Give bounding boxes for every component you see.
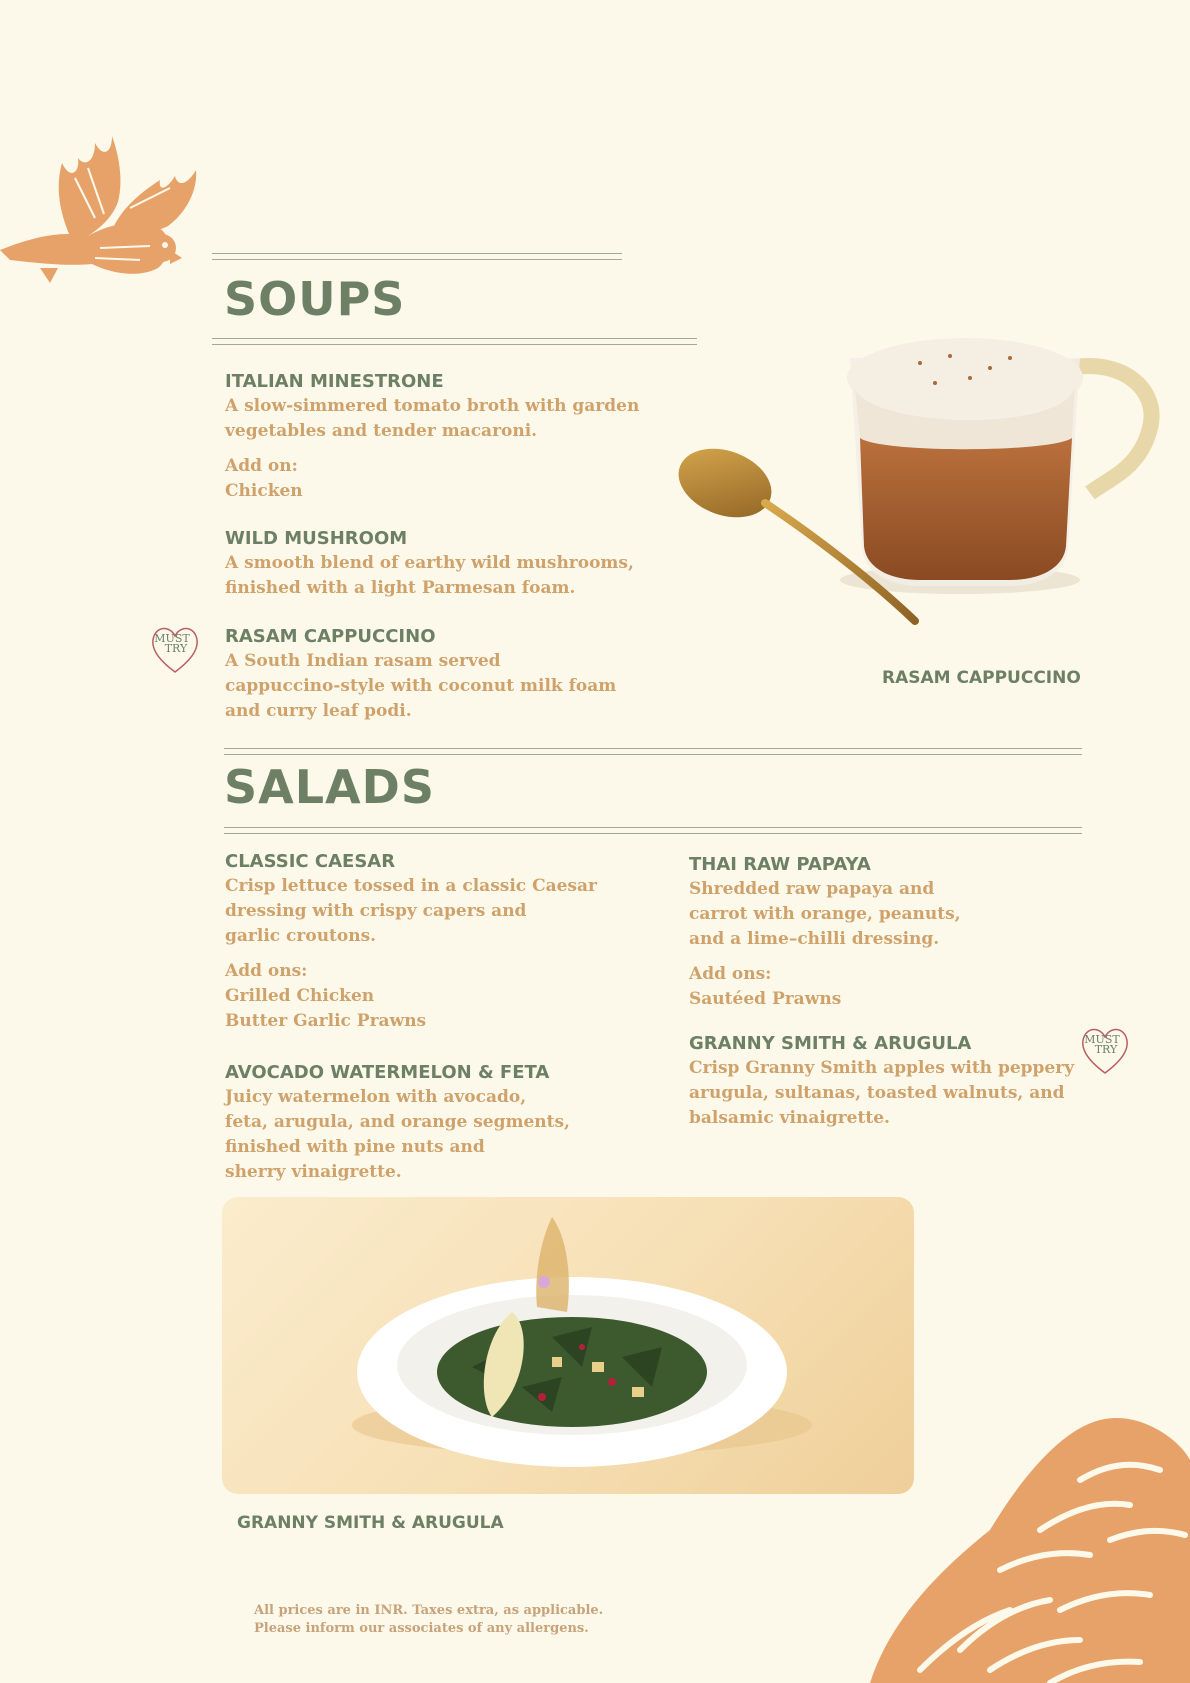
item-description-line: cappuccino-style with coconut milk foam xyxy=(225,676,617,696)
granny-smith-caption: GRANNY SMITH & ARUGULA xyxy=(237,1513,504,1533)
item-description-line: Crisp Granny Smith apples with peppery xyxy=(689,1058,1075,1078)
menu-item-avocado-watermelon-feta xyxy=(225,1061,665,1185)
salads-top-rule xyxy=(224,748,1082,755)
item-description-line: dressing with crispy capers and xyxy=(225,901,527,921)
item-description-line: Crisp lettuce tossed in a classic Caesar xyxy=(225,876,597,896)
footer-note xyxy=(254,1602,603,1638)
soups-title: SOUPS xyxy=(224,272,406,326)
item-description-line: carrot with orange, peanuts, xyxy=(689,904,961,924)
addon-item: Butter Garlic Prawns xyxy=(225,1011,427,1031)
bird-illustration xyxy=(0,118,210,298)
item-description-line: A slow-simmered tomato broth with garden xyxy=(225,396,640,416)
granny-smith-salad-photo xyxy=(222,1197,914,1494)
addon-item: Grilled Chicken xyxy=(225,986,375,1006)
menu-item-thai-raw-papaya xyxy=(689,853,1109,1012)
svg-text:MUST: MUST xyxy=(154,632,190,645)
svg-text:TRY: TRY xyxy=(164,642,188,655)
salads-title: SALADS xyxy=(224,760,435,814)
menu-item-classic-caesar xyxy=(225,850,665,1034)
item-description-line: finished with a light Parmesan foam. xyxy=(225,578,576,598)
item-name: THAI RAW PAPAYA xyxy=(689,854,871,875)
item-description-line: vegetables and tender macaroni. xyxy=(225,421,538,441)
must-try-badge xyxy=(146,622,204,676)
item-description-line: feta, arugula, and orange segments, xyxy=(225,1112,570,1132)
item-description-line: A smooth blend of earthy wild mushrooms, xyxy=(225,553,634,573)
item-description-line: and curry leaf podi. xyxy=(225,701,412,721)
soups-bottom-rule xyxy=(212,338,697,345)
item-description-line: finished with pine nuts and xyxy=(225,1137,485,1157)
menu-item-italian-minestrone xyxy=(225,370,665,504)
item-name: RASAM CAPPUCCINO xyxy=(225,626,436,647)
addon-label: Add ons: xyxy=(225,961,308,981)
must-try-badge xyxy=(1076,1023,1134,1077)
item-description-line: Juicy watermelon with avocado, xyxy=(225,1087,527,1107)
svg-text:TRY: TRY xyxy=(1094,1043,1118,1056)
item-description-line: balsamic vinaigrette. xyxy=(689,1108,890,1128)
item-description-line: arugula, sultanas, toasted walnuts, and xyxy=(689,1083,1065,1103)
item-description-line: sherry vinaigrette. xyxy=(225,1162,402,1182)
item-description-line: A South Indian rasam served xyxy=(225,651,501,671)
footer-line: Please inform our associates of any allergens. xyxy=(254,1621,589,1636)
menu-item-wild-mushroom xyxy=(225,527,665,601)
rasam-cappuccino-photo xyxy=(670,318,1160,673)
menu-item-rasam-cappuccino xyxy=(225,625,665,724)
addon-label: Add ons: xyxy=(689,964,772,984)
item-description-line: garlic croutons. xyxy=(225,926,377,946)
item-description-line: and a lime–chilli dressing. xyxy=(689,929,940,949)
item-name: CLASSIC CAESAR xyxy=(225,851,396,872)
item-name: WILD MUSHROOM xyxy=(225,528,408,549)
item-name: AVOCADO WATERMELON & FETA xyxy=(225,1062,550,1083)
footer-line: All prices are in INR. Taxes extra, as applicable. xyxy=(254,1603,604,1618)
soups-top-rule xyxy=(212,253,622,260)
item-name: ITALIAN MINESTRONE xyxy=(225,371,444,392)
addon-label: Add on: xyxy=(225,456,298,476)
item-description-line: Shredded raw papaya and xyxy=(689,879,935,899)
rasam-cappuccino-caption: RASAM CAPPUCCINO xyxy=(882,668,1081,688)
addon-item: Sautéed Prawns xyxy=(689,989,842,1009)
svg-text:MUST: MUST xyxy=(1084,1033,1120,1046)
salads-bottom-rule xyxy=(224,827,1082,834)
menu-item-granny-smith-arugula xyxy=(689,1032,1109,1131)
item-name: GRANNY SMITH & ARUGULA xyxy=(689,1033,972,1054)
addon-item: Chicken xyxy=(225,481,303,501)
